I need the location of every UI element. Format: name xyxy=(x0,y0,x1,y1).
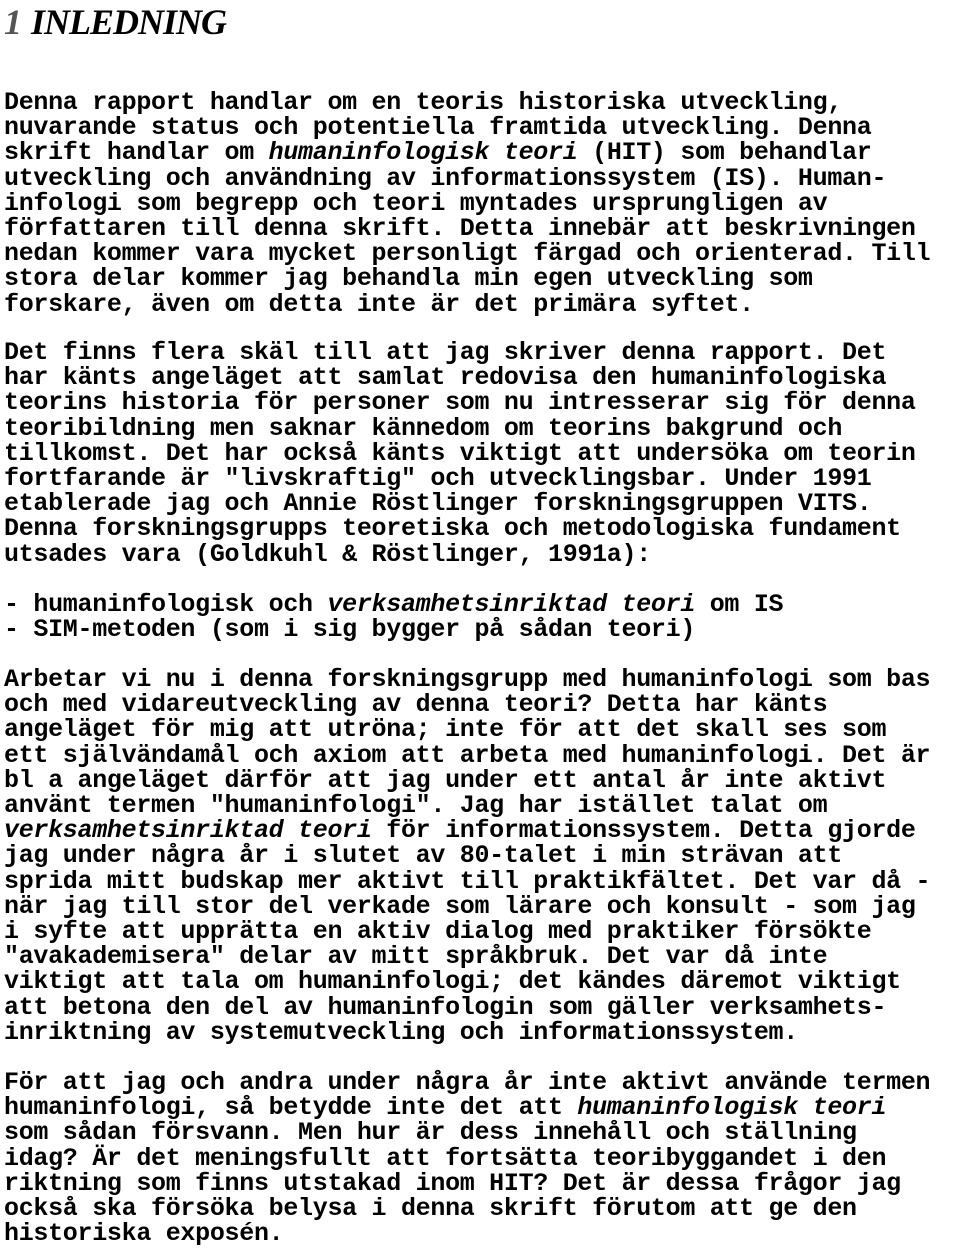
text-line: - humaninfologisk och verksamhetsinriktad teori om IS xyxy=(4,590,784,619)
text-line: när jag till stor del verkade som lärare och konsult - som jag xyxy=(4,891,916,921)
text-line: stora delar kommer jag behandla min egen utveckling som xyxy=(4,264,813,294)
chapter-title: INLEDNING xyxy=(31,2,227,42)
text-line: historiska exposén. xyxy=(4,1219,284,1248)
text-line: humaninfologi, så betydde inte det att humaninfologisk teori xyxy=(4,1093,887,1123)
text-line: utsades vara (Goldkuhl & Röstlinger, 1991a): xyxy=(4,539,651,569)
text-line: har känts angeläget att samlat redovisa den humaninfologiska xyxy=(4,363,887,393)
text-line: teoribildning men saknar kännedom om teorins bakgrund och xyxy=(4,413,843,443)
text-line: idag? Är det meningsfullt att fortsätta teoribyggandet i den xyxy=(4,1143,887,1173)
text-line: etablerade jag och Annie Röstlinger forskningsgruppen VITS. xyxy=(4,489,872,519)
text-line: i syfte att upprätta en aktiv dialog med praktiker försökte xyxy=(4,917,872,946)
text-line: - SIM-metoden (som i sig bygger på sådan teori) xyxy=(4,615,696,645)
text-line: nedan kommer vara mycket personligt färgad och orienterad. Till xyxy=(4,239,931,269)
text-line: ett självändamål och axiom att arbeta med humaninfologi. Det är xyxy=(4,740,931,770)
text-line: fortfarande är "livskraftig" och utvecklingsbar. Under 1991 xyxy=(4,464,872,493)
text-line: och med vidareutveckling av denna teori? Detta har känts xyxy=(4,690,828,720)
text-line: skrift handlar om humaninfologisk teori (HIT) som behandlar xyxy=(4,138,872,168)
text-line: använt termen "humaninfologi". Jag har istället talat om xyxy=(4,791,828,820)
text-line: infologi som begrepp och teori myntades ursprungligen av xyxy=(4,188,828,218)
chapter-heading xyxy=(4,0,226,44)
text-line: riktning som finns utstakad inom HIT? Det är dessa frågor jag xyxy=(4,1168,901,1198)
text-line: Denna rapport handlar om en teoris historiska utveckling, xyxy=(4,88,843,117)
chapter-number: 1 xyxy=(4,2,21,42)
text-line: Arbetar vi nu i denna forskningsgrupp med humaninfologi som bas xyxy=(4,665,931,694)
text-line: För att jag och andra under några år inte aktivt använde termen xyxy=(4,1068,931,1097)
text-line: verksamhetsinriktad teori för informationssystem. Detta gjorde xyxy=(4,816,916,846)
text-line: forskare, även om detta inte är det primära syftet. xyxy=(4,289,754,319)
text-line: också ska försöka belysa i denna skrift förutom att ge den xyxy=(4,1194,857,1223)
text-line: att betona den del av humaninfologin som gäller verksamhets- xyxy=(4,992,887,1022)
text-line: viktigt att tala om humaninfologi; det kändes däremot viktigt xyxy=(4,967,901,997)
text-line: tillkomst. Det har också känts viktigt att undersöka om teorin xyxy=(4,438,916,468)
text-line: nuvarande status och potentiella framtida utveckling. Denna xyxy=(4,113,872,143)
text-line: Denna forskningsgrupps teoretiska och metodologiska fundament xyxy=(4,514,901,544)
text-line: författaren till denna skrift. Detta innebär att beskrivningen xyxy=(4,214,916,243)
text-line: angeläget för mig att utröna; inte för att det skall ses som xyxy=(4,715,887,745)
text-line: Det finns flera skäl till att jag skriver denna rapport. Det xyxy=(4,338,887,367)
text-line: bl a angeläget därför att jag under ett antal år inte aktivt xyxy=(4,765,887,795)
text-line: inriktning av systemutveckling och informationssystem. xyxy=(4,1017,798,1047)
text-line: sprida mitt budskap mer aktivt till praktikfältet. Det var då - xyxy=(4,866,931,896)
text-line: som sådan försvann. Men hur är dess innehåll och ställning xyxy=(4,1118,857,1148)
text-line: "avakademisera" delar av mitt språkbruk. Det var då inte xyxy=(4,942,828,972)
text-line: jag under några år i slutet av 80-talet i min strävan att xyxy=(4,841,843,871)
text-line: utveckling och användning av informationssystem (IS). Human- xyxy=(4,163,887,193)
text-line: teorins historia för personer som nu intresserar sig för denna xyxy=(4,388,916,418)
